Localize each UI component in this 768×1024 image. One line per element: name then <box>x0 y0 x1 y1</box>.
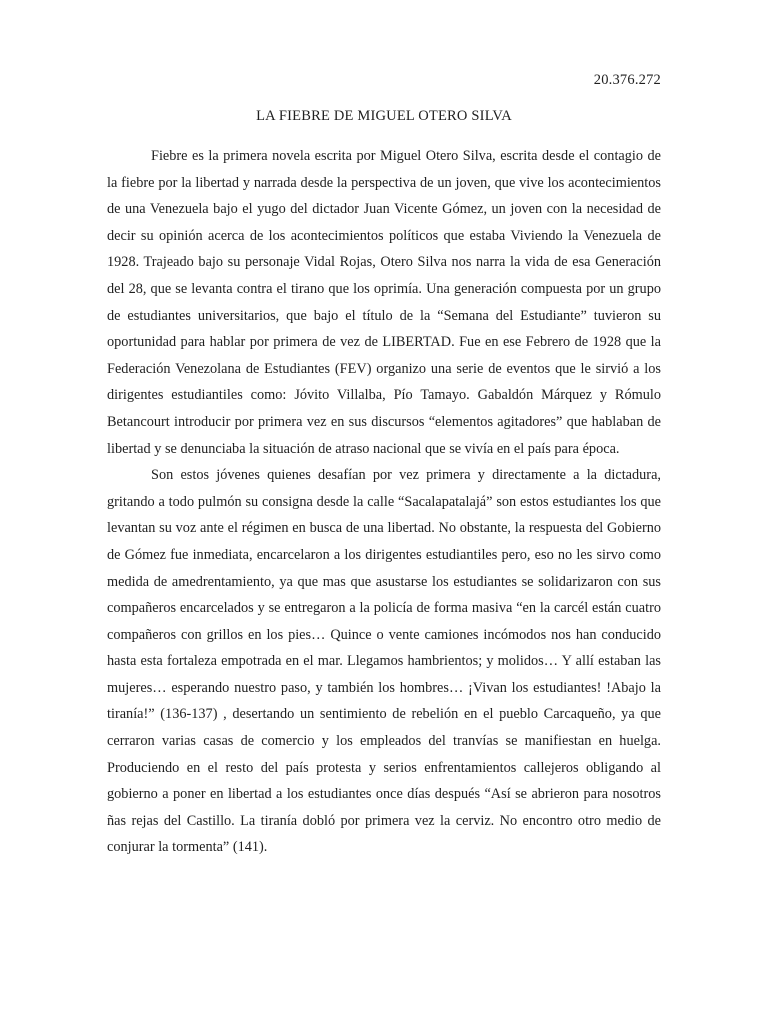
paragraph: Fiebre es la primera novela escrita por Miguel Otero Silva, escrita desde el contagio de la fiebre por la libertad y narrada desde la perspectiva de un joven, que vive los acontecimientos de una Venezuela bajo el yugo del dictador Juan Vicente Gómez, un joven con la necesidad de decir su opinión acerca de los acontecimientos políticos que estaba Viviendo la Venezuela de 1928. Trajeado bajo su personaje Vidal Rojas, Otero Silva nos narra la vida de esa Generación del 28, que se levanta contra el tirano que los oprimía. Una generación compuesta por un grupo de estudiantes universitarios, que bajo el título de la “Semana del Estudiante” tuvieron su oportunidad para hablar por primera de vez de LIBERTAD. Fue en ese Febrero de 1928 que la Federación Venezolana de Estudiantes (FEV) organizo una serie de eventos que le sirvió a los dirigentes estudiantiles como: Jóvito Villalba, Pío Tamayo. Gabaldón Márquez y Rómulo Betancourt introducir por primera vez en sus discursos “elementos agitadores” que hablaban de libertad y se denunciaba la situación de atraso nacional que se vivía en el país para época. <box>107 148 661 457</box>
document-title: LA FIEBRE DE MIGUEL OTERO SILVA <box>256 108 512 124</box>
document-number: 20.376.272 <box>593 72 661 88</box>
document-body <box>107 143 661 861</box>
paragraph: Son estos jóvenes quienes desafían por vez primera y directamente a la dictadura, gritando a todo pulmón su consigna desde la calle “Sacalapatalajá” son estos estudiantes los que levantan su voz ante el régimen en busca de una libertad. No obstante, la respuesta del Gobierno de Gómez fue inmediata, encarcelaron a los dirigentes estudiantiles pero, eso no les sirvo como medida de amedrentamiento, ya que mas que asustarse los estudiantes se solidarizaron con sus compañeros encarcelados y se entregaron a la policía de forma masiva “en la carcél están cuatro compañeros con grillos en los pies… Quince o vente camiones incómodos nos han conducido hasta esta fortaleza empotrada en el mar. Llegamos hambrientos; y molidos… Y allí estaban las mujeres… esperando nuestro paso, y también los hombres… ¡Vivan los estudiantes! !Abajo la tiranía!” (136-137) , desertando un sentimiento de rebelión en el pueblo Carcaqueño, ya que cerraron varias casas de comercio y los empleados del tranvías se manifiestan en huelga. Produciendo en el resto del país protesta y serios enfrentamientos callejeros obligando al gobierno a poner en libertad a los estudiantes once días después “Así se abrieron para nosotros ñas rejas del Castillo. La tiranía dobló por primera vez la cerviz. No encontro otro medio de conjurar la tormenta” (141). <box>107 467 661 856</box>
